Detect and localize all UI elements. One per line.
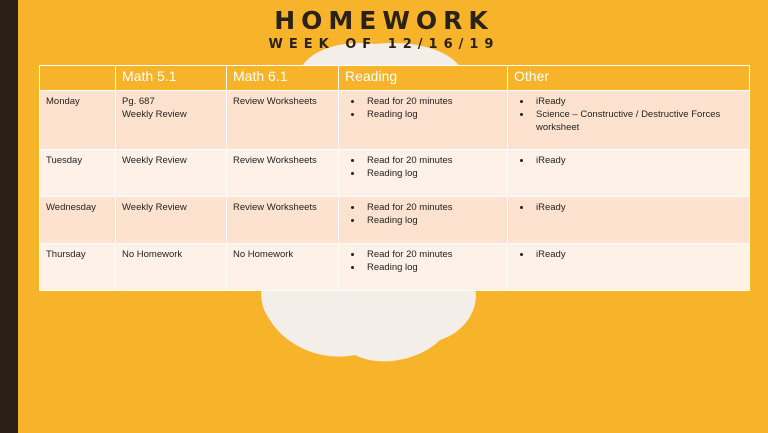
table-row <box>40 91 750 150</box>
math-6-1-cell: Review Worksheets <box>227 150 339 197</box>
reading-cell <box>339 244 508 291</box>
list-item: • Read for 20 minutes <box>363 154 501 167</box>
other-cell <box>508 244 750 291</box>
list-item: • Reading log <box>363 108 501 121</box>
table-row <box>40 150 750 197</box>
math-6-1-cell: No Homework <box>227 244 339 291</box>
table-row <box>40 197 750 244</box>
day-cell: Tuesday <box>40 150 116 197</box>
list-item: • iReady <box>532 201 743 214</box>
math-5-1-cell <box>116 150 227 197</box>
reading-cell <box>339 197 508 244</box>
list-item: • iReady <box>532 154 743 167</box>
day-cell: Wednesday <box>40 197 116 244</box>
list-item: • Reading log <box>363 261 501 274</box>
math-6-1-cell: Review Worksheets <box>227 91 339 150</box>
list-item: • iReady <box>532 248 743 261</box>
other-cell <box>508 91 750 150</box>
header-reading: Reading <box>339 66 508 91</box>
other-cell <box>508 150 750 197</box>
reading-cell <box>339 91 508 150</box>
math-5-1-cell <box>116 197 227 244</box>
page-subtitle: WEEK OF 12/16/19 <box>268 37 500 52</box>
other-cell <box>508 197 750 244</box>
list-item: • iReady <box>532 95 743 108</box>
math-5-1-cell <box>116 91 227 150</box>
day-cell: Thursday <box>40 244 116 291</box>
list-item: • Science – Constructive / Destructive Forces worksheet <box>532 108 743 134</box>
cell-line: Weekly Review <box>122 202 187 213</box>
table-row <box>40 244 750 291</box>
header-day <box>40 66 116 91</box>
list-item: • Read for 20 minutes <box>363 201 501 214</box>
page-title: HOMEWORK <box>274 6 494 35</box>
day-cell: Monday <box>40 91 116 150</box>
reading-cell <box>339 150 508 197</box>
header-math-6-1: Math 6.1 <box>227 66 339 91</box>
table-header-row <box>40 66 750 91</box>
math-6-1-cell: Review Worksheets <box>227 197 339 244</box>
list-item: • Read for 20 minutes <box>363 95 501 108</box>
cell-line: Weekly Review <box>122 109 187 120</box>
homework-table <box>39 65 750 291</box>
list-item: • Reading log <box>363 214 501 227</box>
math-5-1-cell <box>116 244 227 291</box>
list-item: • Read for 20 minutes <box>363 248 501 261</box>
header-other: Other <box>508 66 750 91</box>
cell-line: Weekly Review <box>122 155 187 166</box>
cell-line: No Homework <box>122 249 183 260</box>
header-math-5-1: Math 5.1 <box>116 66 227 91</box>
cell-line: Pg. 687 <box>122 96 155 107</box>
list-item: • Reading log <box>363 167 501 180</box>
